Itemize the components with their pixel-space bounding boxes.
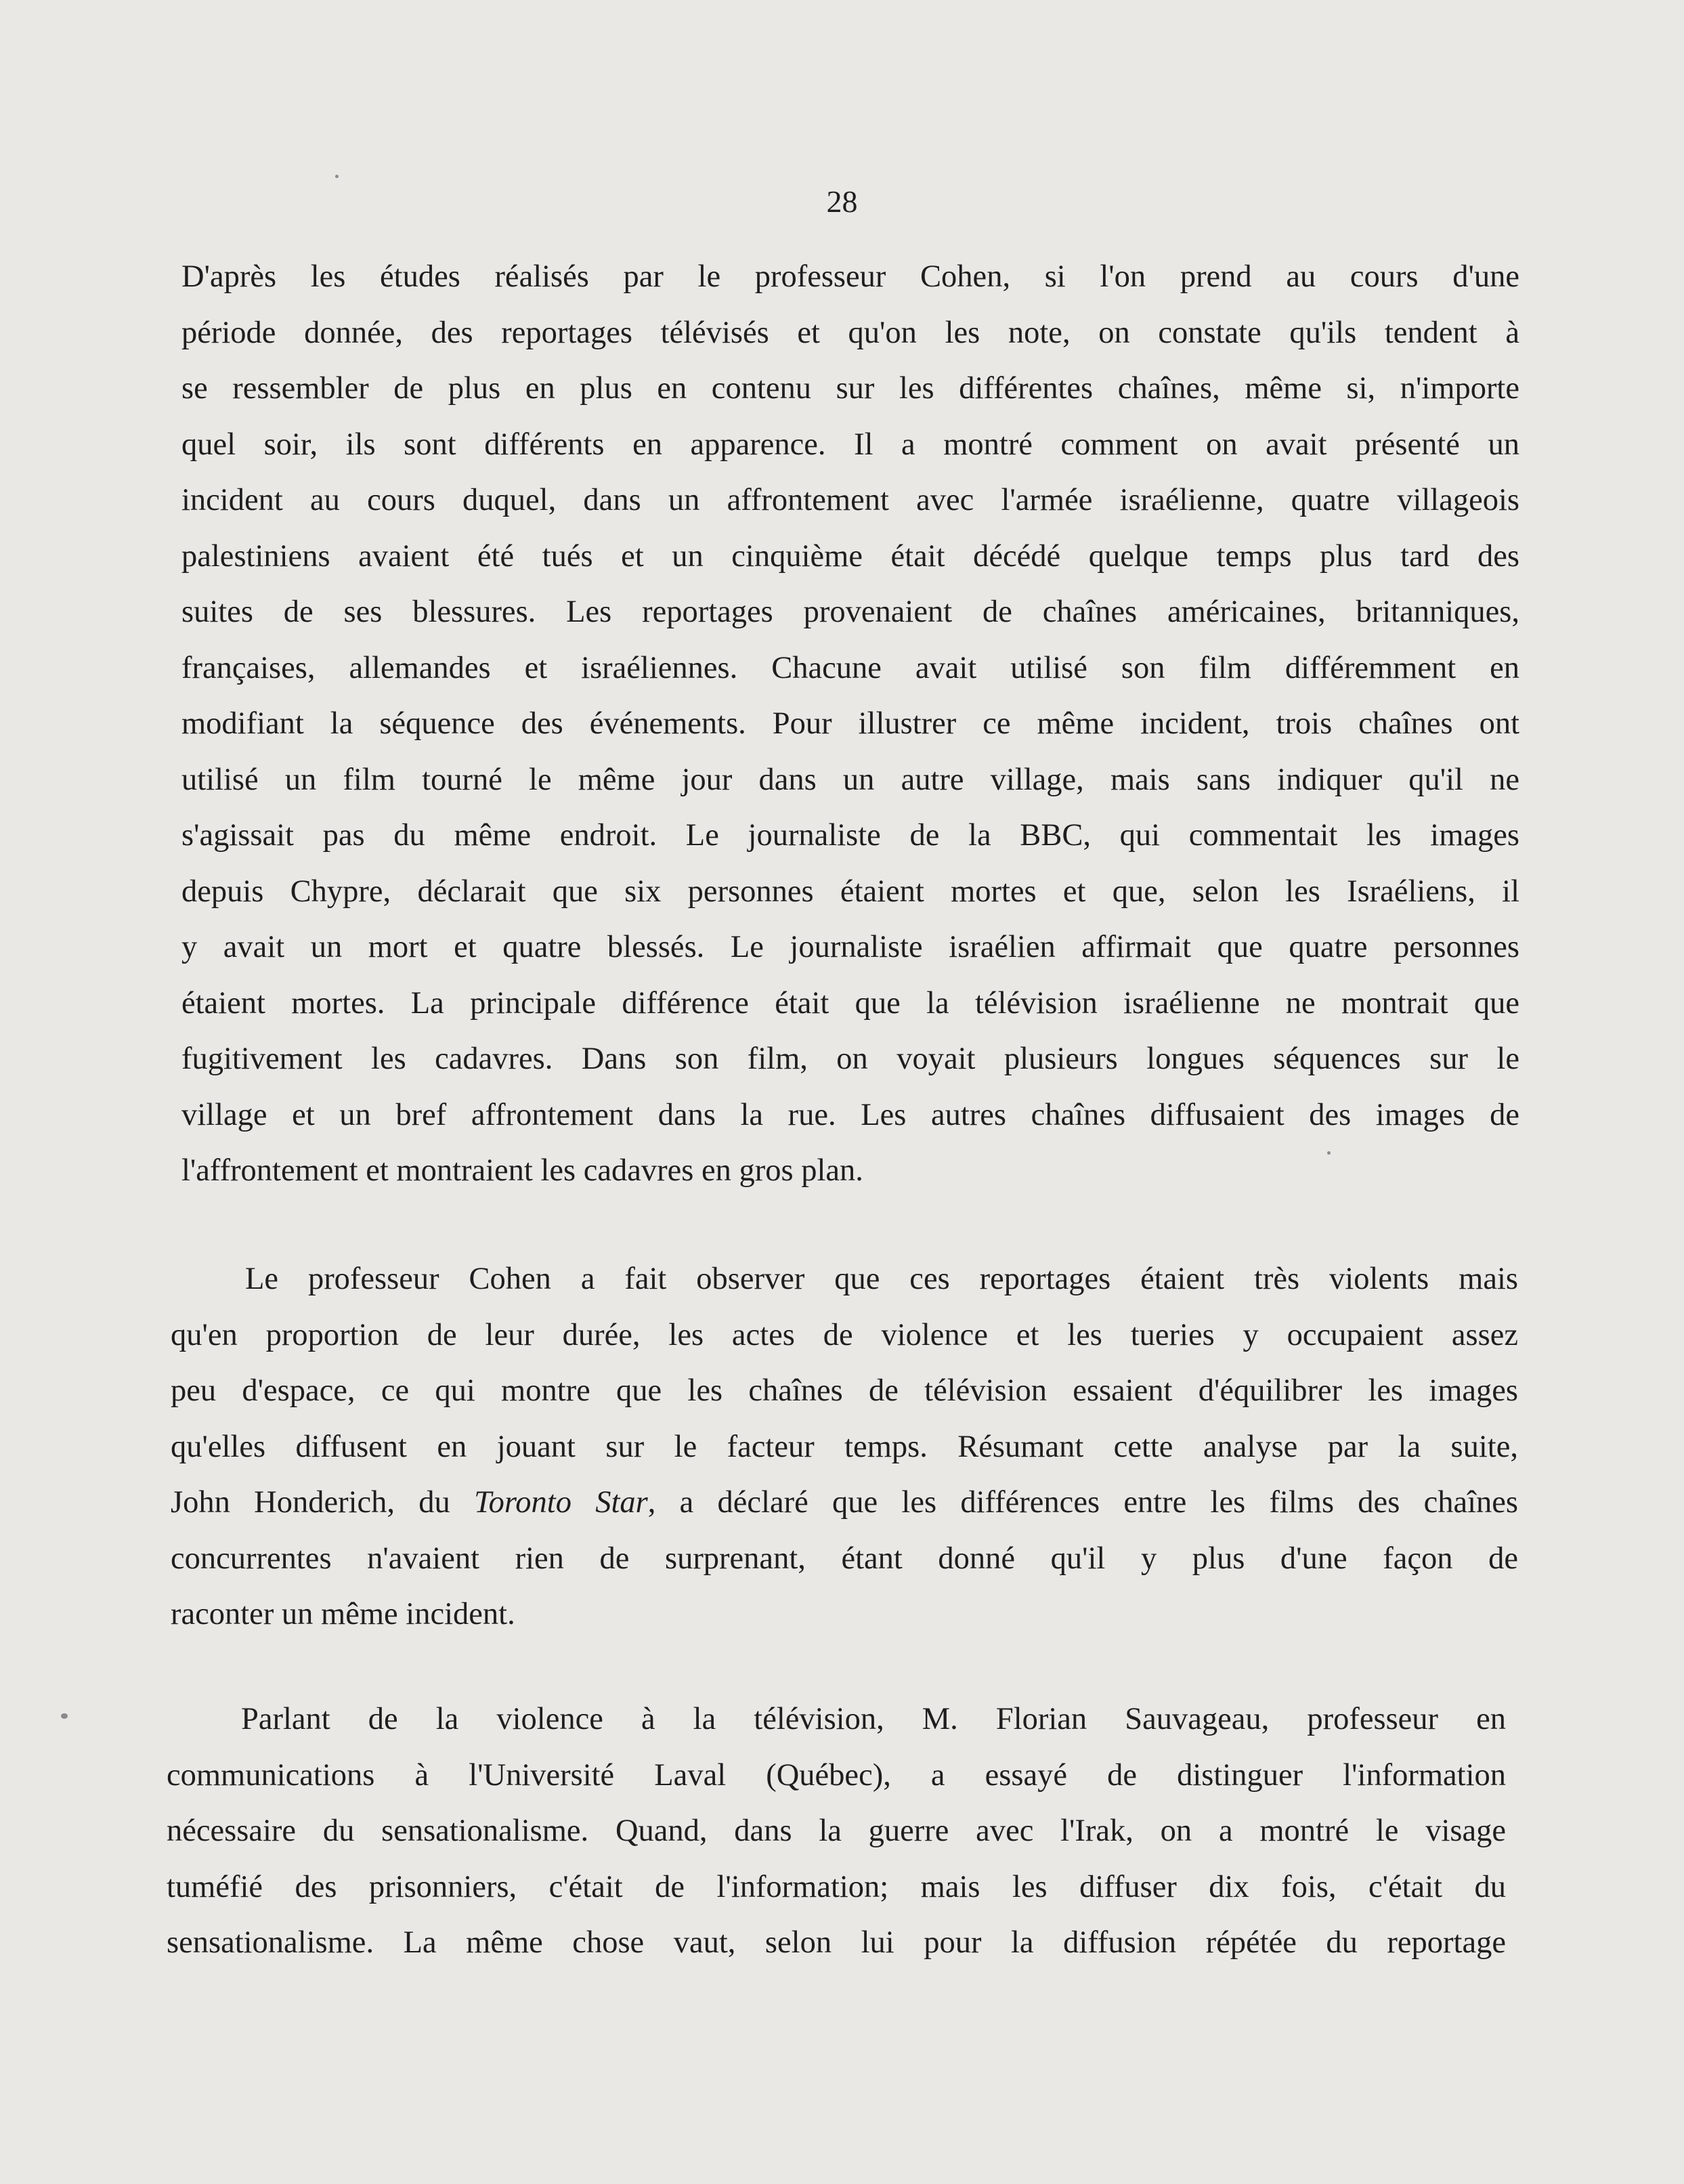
text-line: modifiant la séquence des événements. Pour illustrer ce même incident, trois chaînes ont	[181, 706, 1519, 741]
page-number: 28	[826, 184, 858, 219]
paragraph-3	[167, 1692, 1506, 1971]
text-line: étaient mortes. La principale différence était que la télévision israélienne ne montrait que	[181, 985, 1519, 1021]
scan-speck	[61, 1713, 68, 1719]
text-line: qu'en proportion de leur durée, les actes de violence et les tueries y occupaient assez	[171, 1317, 1518, 1352]
text-line: françaises, allemandes et israéliennes. Chacune avait utilisé son film différemment en	[181, 650, 1519, 685]
text-line: Le professeur Cohen a fait observer que ces reportages étaient très violents mais	[245, 1262, 1518, 1296]
text-line: l'affrontement et montraient les cadavres en gros plan.	[181, 1153, 863, 1188]
text-line: raconter un même incident.	[171, 1597, 515, 1631]
scan-speck	[335, 175, 339, 178]
text-line: communications à l'Université Laval (Québec), a essayé de distinguer l'information	[167, 1757, 1506, 1793]
text-line: s'agissait pas du même endroit. Le journaliste de la BBC, qui commentait les images	[181, 818, 1519, 853]
text-segment: John Honderich, du	[171, 1485, 475, 1520]
text-line: y avait un mort et quatre blessés. Le journaliste israélien affirmait que quatre personnes	[181, 930, 1519, 964]
text-line: incident au cours duquel, dans un affrontement avec l'armée israélienne, quatre villageois	[181, 483, 1519, 517]
text-line: concurrentes n'avaient rien de surprenant, étant donné qu'il y plus d'une façon de	[171, 1541, 1518, 1576]
text-line: peu d'espace, ce qui montre que les chaînes de télévision essaient d'équilibrer les images	[171, 1373, 1518, 1408]
text-segment: , a déclaré que les différences entre les films des chaînes	[647, 1485, 1519, 1520]
text-line: suites de ses blessures. Les reportages provenaient de chaînes américaines, britanniques,	[181, 595, 1519, 629]
text-line: période donnée, des reportages télévisés et qu'on les note, on constate qu'ils tendent à	[181, 315, 1519, 350]
text-line: sensationalisme. La même chose vaut, selon lui pour la diffusion répétée du reportage	[167, 1925, 1506, 1960]
text-line: palestiniens avaient été tués et un cinquième était décédé quelque temps plus tard des	[181, 538, 1519, 574]
text-line: fugitivement les cadavres. Dans son film, on voyait plusieurs longues séquences sur le	[181, 1042, 1519, 1076]
text-line: tuméfié des prisonniers, c'était de l'information; mais les diffuser dix fois, c'était du	[167, 1869, 1506, 1904]
paragraph-2	[171, 1251, 1518, 1643]
scan-speck	[1327, 1151, 1331, 1155]
text-line: village et un bref affrontement dans la rue. Les autres chaînes diffusaient des images de	[181, 1097, 1519, 1132]
text-line: quel soir, ils sont différents en apparence. Il a montré comment on avait présenté un	[181, 427, 1519, 462]
text-line: nécessaire du sensationalisme. Quand, dans la guerre avec l'Irak, on a montré le visage	[167, 1814, 1506, 1848]
text-line: depuis Chypre, déclarait que six personnes étaient mortes et que, selon les Israéliens, il	[181, 874, 1519, 909]
text-line: Parlant de la violence à la télévision, M. Florian Sauvageau, professeur en	[241, 1702, 1506, 1736]
italic-publication-name: Toronto Star	[474, 1485, 648, 1520]
text-line-with-italic	[171, 1475, 1518, 1531]
text-line: D'après les études réalisés par le professeur Cohen, si l'on prend au cours d'une	[181, 259, 1519, 294]
paragraph-1	[181, 249, 1519, 1199]
text-line: utilisé un film tourné le même jour dans un autre village, mais sans indiquer qu'il ne	[181, 762, 1519, 797]
text-line: se ressembler de plus en plus en contenu sur les différentes chaînes, même si, n'importe	[181, 371, 1519, 406]
text-line: qu'elles diffusent en jouant sur le facteur temps. Résumant cette analyse par la suite,	[171, 1429, 1518, 1464]
